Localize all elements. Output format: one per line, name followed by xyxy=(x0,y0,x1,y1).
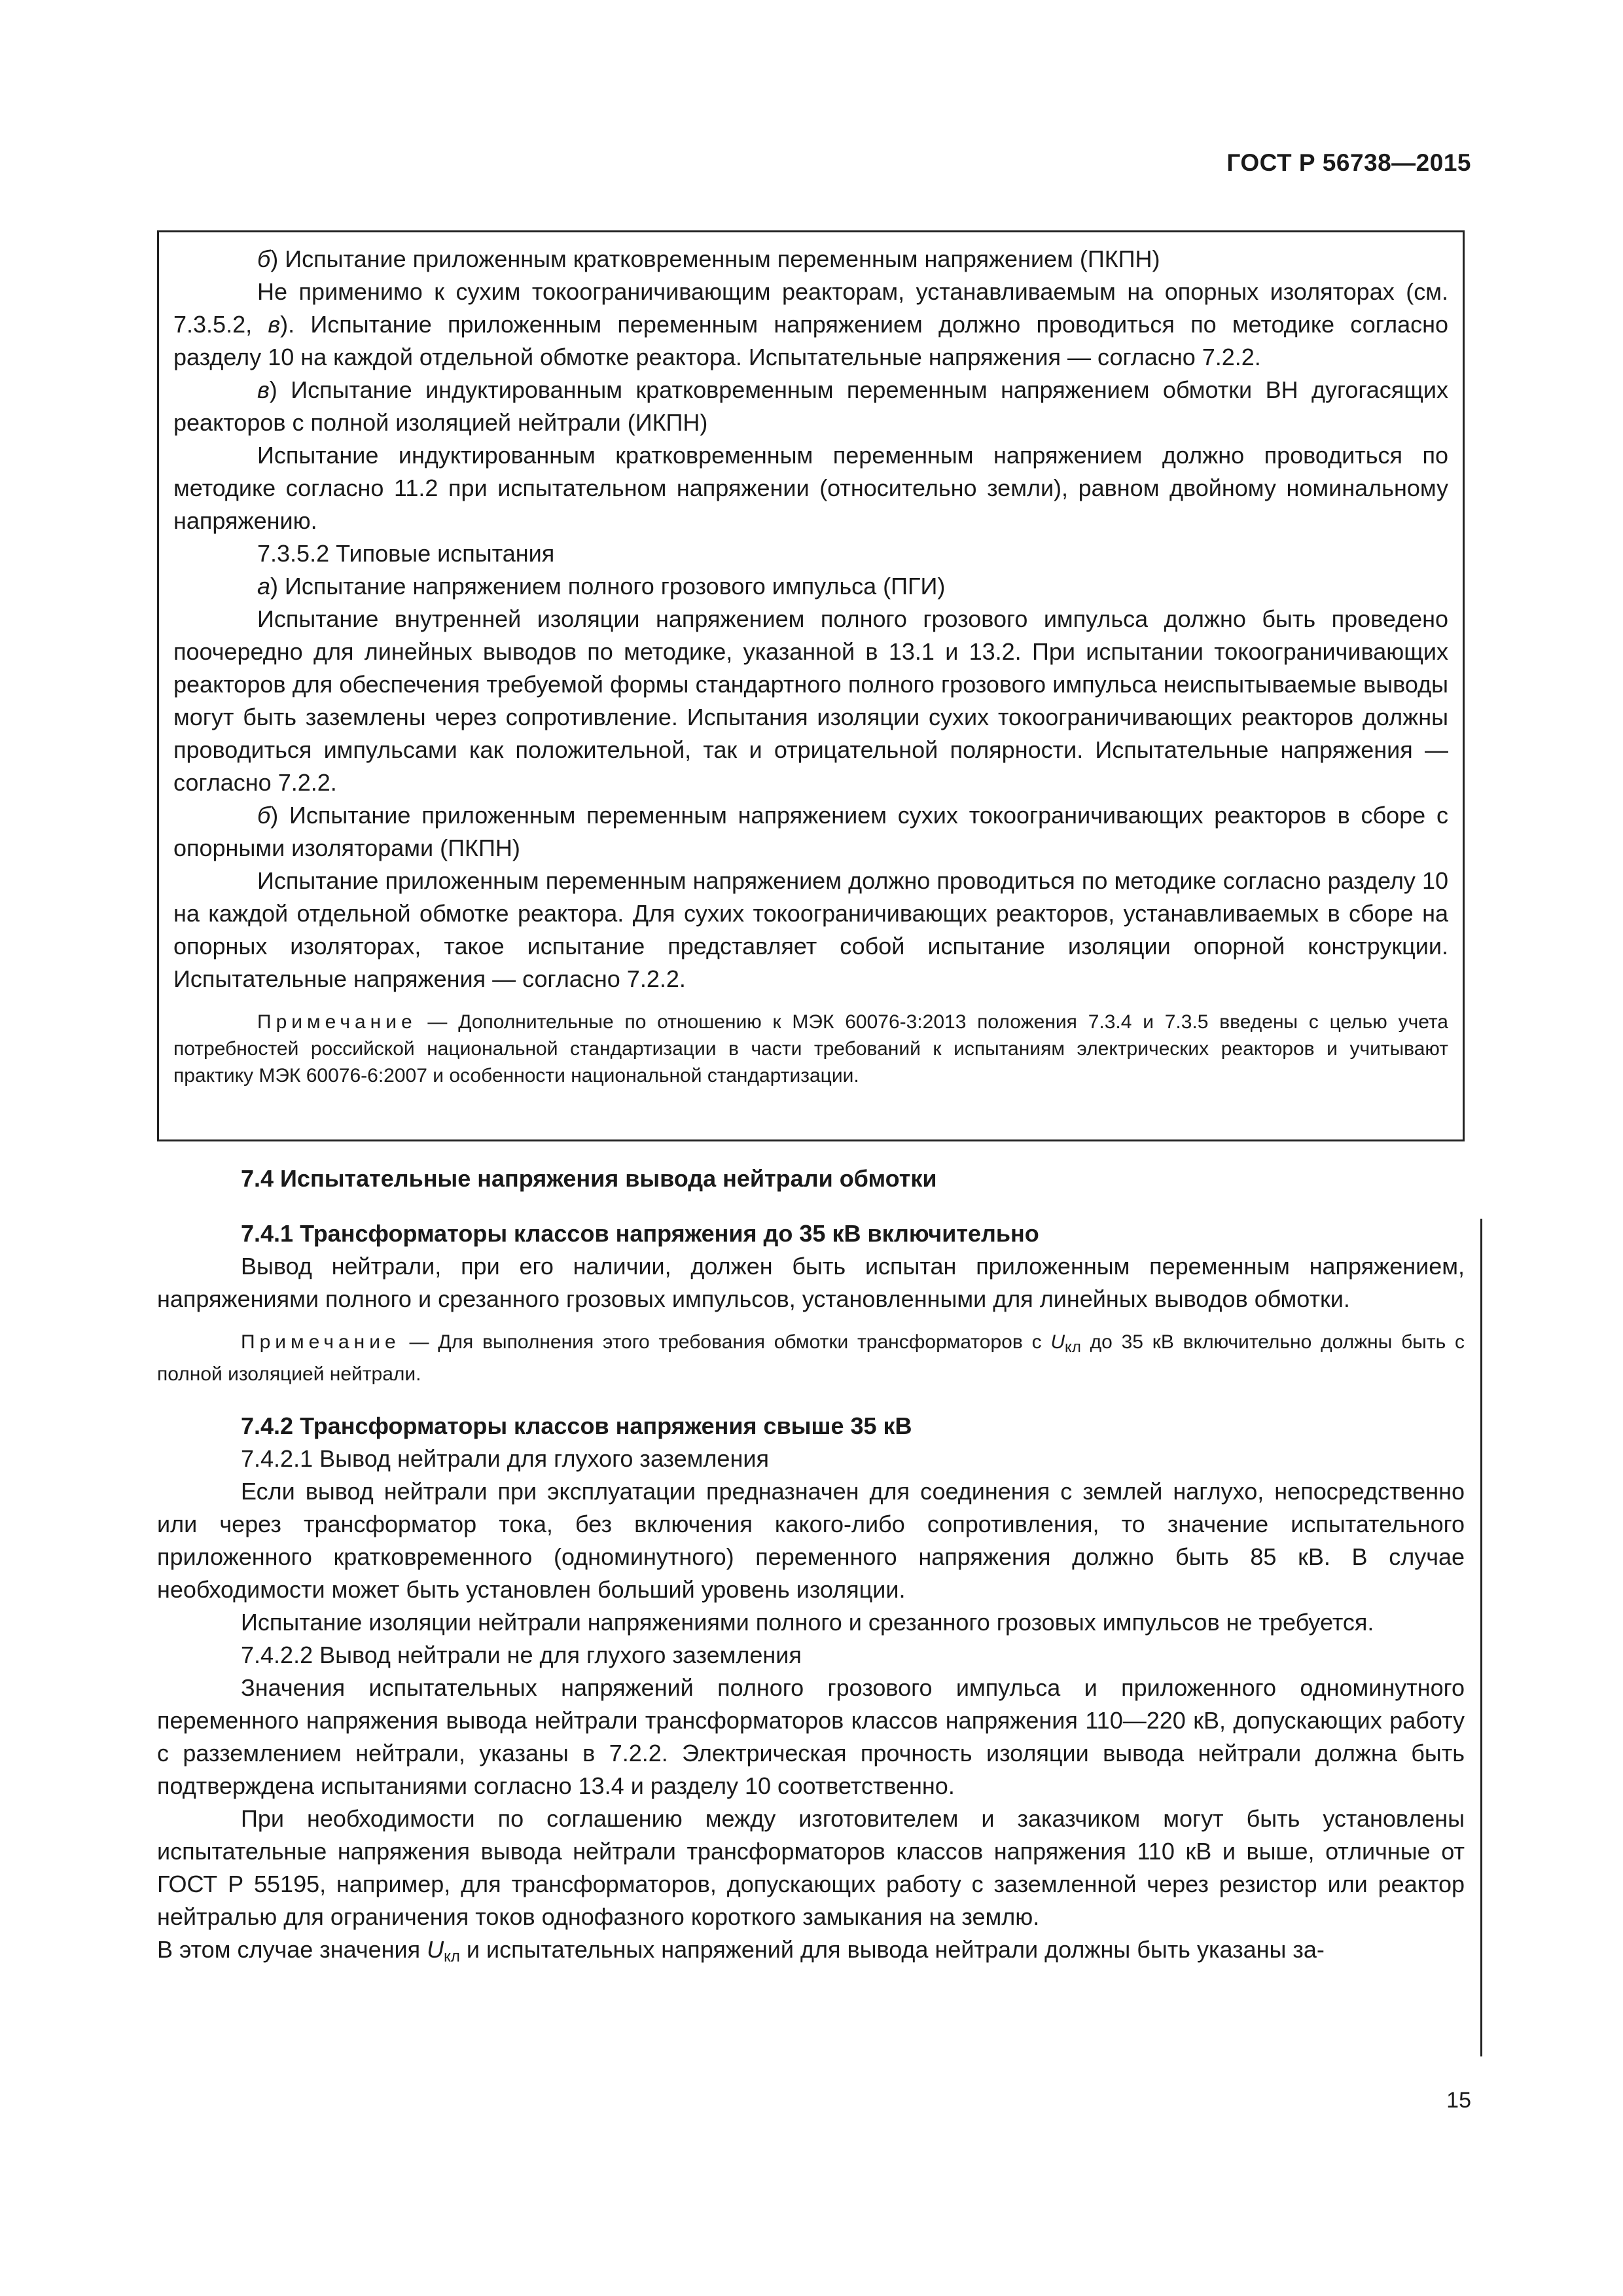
box-paragraph: в) Испытание индуктированным кратковременным переменным напряжением обмотки ВН дугогасящих реакторов с полной изоляцией нейтрали (ИКПН) xyxy=(173,376,1448,436)
boxed-amendment xyxy=(157,230,1465,1141)
subsection-heading: 7.4.2 Трансформаторы классов напряжения свыше 35 кВ xyxy=(241,1412,912,1439)
box-paragraph: б) Испытание приложенным кратковременным переменным напряжением (ПКПН) xyxy=(257,245,1160,272)
paragraph: Вывод нейтрали, при его наличии, должен быть испытан приложенным переменным напряжением, напряжениями полного и срезанного грозовых импульсов, установленными для линейных выводов обмотки. xyxy=(157,1253,1465,1312)
page-number: 15 xyxy=(1446,2088,1471,2113)
note-label: Примечание xyxy=(257,1011,417,1033)
box-paragraph: Испытание приложенным переменным напряжением должно проводиться по методике согласно разделу 10 на каждой отдельной обмотке реактора. Для сухих токоограничивающих реакторов, устанавливаемых в сборе на опорных изоляторах, такое испытание представляет собой испытание изоляции опорной конструкции. Испытательные напряжения — согласно 7.2.2. xyxy=(173,867,1448,992)
box-note: Примечание — Дополнительные по отношению к МЭК 60076-3:2013 положения 7.3.4 и 7.3.5 введены с целью учета потребностей российской национальной стандартизации в части требований к испытаниям электрических реакторов и учитывают практику МЭК 60076-6:2007 и особенности национальной стандартизации. xyxy=(173,1011,1448,1086)
paragraph: Если вывод нейтрали при эксплуатации предназначен для соединения с землей наглухо, непосредственно или через трансформатор тока, без включения какого-либо сопротивления, то значение испытательного приложенного кратковременного (одноминутного) переменного напряжения должно быть 85 кВ. В случае необходимости может быть установлен больший уровень изоляции. xyxy=(157,1478,1465,1603)
box-paragraph: Испытание внутренней изоляции напряжением полного грозового импульса должно быть проведено поочередно для линейных выводов по методике, указанной в 13.1 и 13.2. При испытании токоограничивающих реакторов для обеспечения требуемой формы стандартного полного грозового импульса неиспытываемые выводы могут быть заземлены через сопротивление. Испытания изоляции сухих токоограничивающих реакторов должны проводиться импульсами как положительной, так и отрицательной полярности. Испытательные напряжения — согласно 7.2.2. xyxy=(173,605,1448,796)
box-paragraph: а) Испытание напряжением полного грозового импульса (ПГИ) xyxy=(257,573,946,600)
paragraph: Значения испытательных напряжений полного грозового импульса и приложенного одноминутного переменного напряжения вывода нейтрали трансформаторов классов напряжения 110—220 кВ, допускающих работу с разземлением нейтрали, указаны в 7.2.2. Электрическая прочность изоляции вывода нейтрали должна быть подтверждена испытаниями согласно 13.4 и разделу 10 соответственно. xyxy=(157,1674,1465,1799)
section-heading: 7.4 Испытательные напряжения вывода нейтрали обмотки xyxy=(241,1165,937,1192)
clause-title: 7.4.2.1 Вывод нейтрали для глухого заземления xyxy=(241,1445,769,1472)
paragraph-continued: В этом случае значения $U_{кл}$ и испытательных напряжений для вывода нейтрали должны быть указаны за- xyxy=(157,1936,1325,1965)
subsection-heading: 7.4.1 Трансформаторы классов напряжения до 35 кВ включительно xyxy=(241,1220,1039,1247)
document-code: ГОСТ Р 56738—2015 xyxy=(1226,149,1471,176)
paragraph: Испытание изоляции нейтрали напряжениями полного и срезанного грозовых импульсов не требуется. xyxy=(241,1609,1374,1636)
box-subsection-title: 7.3.5.2 Типовые испытания xyxy=(257,540,555,567)
clause-title: 7.4.2.2 Вывод нейтрали не для глухого заземления xyxy=(241,1641,802,1668)
main-content xyxy=(157,1162,1465,1973)
paragraph: При необходимости по соглашению между изготовителем и заказчиком могут быть установлены испытательные напряжения вывода нейтрали трансформаторов классов напряжения 110 кВ и выше, отличные от ГОСТ Р 55195, например, для трансформаторов, допускающих работу с заземленной через резистор или реактор нейтралью для ограничения токов однофазного короткого замыкания на землю. xyxy=(157,1805,1465,1930)
change-bar xyxy=(1480,1219,1482,2056)
box-paragraph: б) Испытание приложенным переменным напряжением сухих токоограничивающих реакторов в сборе с опорными изоляторами (ПКПН) xyxy=(173,802,1448,861)
note: Примечание — Для выполнения этого требования обмотки трансформаторов с $U_{кл}$ до 35 кВ включительно должны быть с полной изоляцией нейтрали. xyxy=(157,1331,1465,1385)
box-paragraph: Испытание индуктированным кратковременным переменным напряжением должно проводиться по методике согласно 11.2 при испытательном напряжении (относительно земли), равном двойному номинальному напряжению. xyxy=(173,442,1448,534)
box-paragraph: Не применимо к сухим токоограничивающим реакторам, устанавливаемым на опорных изоляторах (см. 7.3.5.2, в). Испытание приложенным переменным напряжением должно проводиться по методике согласно разделу 10 на каждой отдельной обмотке реактора. Испытательные напряжения — согласно 7.2.2. xyxy=(173,278,1448,370)
